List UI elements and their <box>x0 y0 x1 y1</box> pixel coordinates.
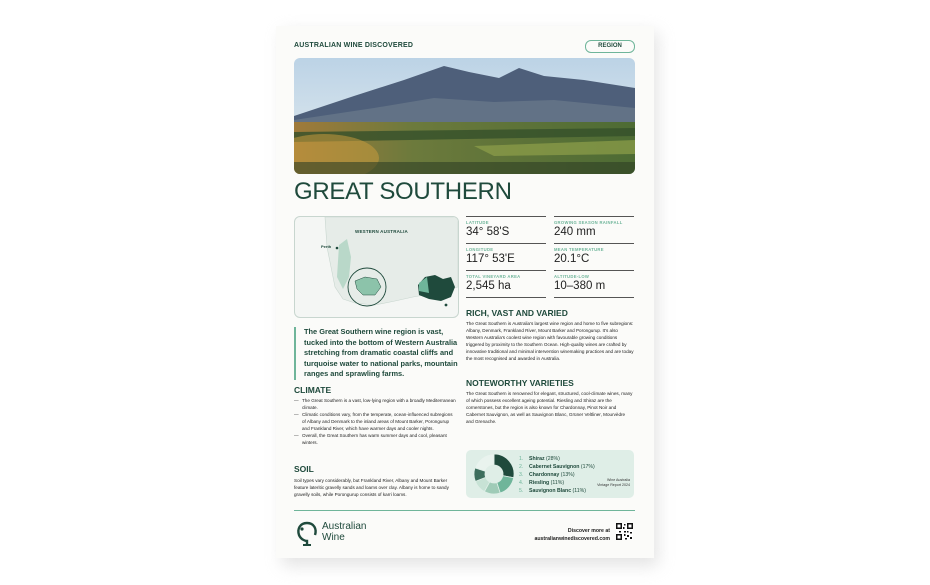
variety-name: Sauvignon Blanc <box>529 488 572 494</box>
wine-glass-logo-icon <box>294 521 320 547</box>
stat-label: GROWING SEASON RAINFALL <box>554 220 623 225</box>
stat-value: 2,545 ha <box>466 280 511 292</box>
rich-text: The Great Southern is Australia's largest wine region and home to five subregions: Albany, Denmark, Frankland River, Mount Barker and Porongurup. It's also Western Australia's coolest wine region with favourable growing conditions triggered by proximity to the Southern Ocean. High-quality wines are crafted by innovative traditional and minimal intervention winemaking practices and are today the most recognised and awarded in Australia. <box>466 321 634 361</box>
map-label-western-australia: WESTERN AUSTRALIA <box>355 229 408 234</box>
donut-slice <box>475 454 494 471</box>
brand-label: AUSTRALIAN WINE DISCOVERED <box>294 42 414 49</box>
climate-bullets <box>294 397 457 446</box>
variety-number: 3. <box>519 472 524 478</box>
variety-name: Shiraz <box>529 456 545 462</box>
variety-share: (28%) <box>546 456 560 462</box>
list-item: — The Great Southern is a vast, low-lying region with a broadly Mediterranean climate. <box>294 397 457 411</box>
stat-vineyard-area <box>466 270 546 298</box>
climate-heading: CLIMATE <box>294 385 332 395</box>
variety-share: (11%) <box>550 480 565 486</box>
noteworthy-text: The Great Southern is renowned for elegant, structured, cool-climate wines, many of which possess excellent ageing potential. Riesling and Shiraz are the cornerstones, but the region is also known for Chardonnay, Pinot Noir and Cabernet Sauvignon, as well as Sauvignon Blanc, Grüner Veltliner, Mourvèdre and Grenache. <box>466 391 633 424</box>
varieties-panel <box>466 450 634 498</box>
stat-rainfall <box>554 216 634 243</box>
discover-more <box>534 528 610 543</box>
stat-value: 117° 53'E <box>466 253 515 265</box>
list-item: — Climatic conditions vary, from the temperate, ocean-influenced subregions of Albany and Denmark to the inland areas of Mount Barker, Porongurup and Frankland River, which have warmer days and cooler nights. <box>294 411 457 432</box>
hero-landscape-image <box>294 58 635 174</box>
variety-number: 4. <box>519 480 524 486</box>
stat-label: MEAN TEMPERATURE <box>554 247 604 252</box>
stat-label: LATITUDE <box>466 220 489 225</box>
region-fact-sheet <box>276 26 654 558</box>
footer-divider <box>294 510 635 511</box>
list-item <box>519 487 595 495</box>
noteworthy-heading: NOTEWORTHY VARIETIES <box>466 378 574 388</box>
stat-latitude <box>466 216 546 243</box>
logo-wordmark <box>322 521 366 543</box>
australian-wine-logo <box>294 521 374 547</box>
region-title: GREAT SOUTHERN <box>294 178 512 205</box>
stat-value: 240 mm <box>554 226 596 238</box>
list-item <box>519 463 595 471</box>
intro-quote: The Great Southern wine region is vast, tucked into the bottom of Western Australia stretching from dramatic coastal cliffs and turquoise water to national parks, mountain ranges and sprawling farms. <box>294 327 467 380</box>
list-item <box>519 471 595 479</box>
stat-label: TOTAL VINEYARD AREA <box>466 274 521 279</box>
list-item <box>519 455 595 463</box>
discover-link[interactable]: australianwinediscovered.com <box>534 535 610 542</box>
rich-heading: RICH, VAST AND VARIED <box>466 308 568 318</box>
variety-number: 1. <box>519 456 524 462</box>
variety-name: Cabernet Sauvignon <box>529 464 580 470</box>
variety-share: (13%) <box>560 472 575 478</box>
discover-label: Discover more at <box>567 528 610 534</box>
varieties-source: Wine Australia Vintage Report 2024 <box>597 478 630 487</box>
varieties-donut-chart <box>472 452 516 496</box>
stat-value: 10–380 m <box>554 280 606 292</box>
varieties-list <box>519 455 595 495</box>
stat-longitude <box>466 243 546 270</box>
list-item: — Overall, the Great Southern has warm summer days and cool, pleasant winters. <box>294 432 457 446</box>
logo-line-1: Australian <box>322 521 367 532</box>
list-item <box>519 479 595 487</box>
variety-number: 5. <box>519 488 524 494</box>
stat-value: 20.1°C <box>554 253 590 265</box>
region-badge: REGION <box>585 40 635 53</box>
variety-name: Chardonnay <box>529 472 560 478</box>
stat-altitude <box>554 270 634 298</box>
stat-label: LONGITUDE <box>466 247 494 252</box>
variety-name: Riesling <box>529 480 550 486</box>
stat-label: ALTITUDE-LOW <box>554 274 590 279</box>
stat-mean-temperature <box>554 243 634 270</box>
qr-code-icon[interactable] <box>616 523 633 540</box>
variety-number: 2. <box>519 464 524 470</box>
map-label-perth: Perth <box>321 244 332 249</box>
region-map <box>294 216 459 318</box>
soil-text: Soil types vary considerably, but Frankland River, Albany and Mount Barker feature lateritic gravelly sands and loams over clay. Albany is home to sandy gravelly soils, while Porongurup consists of karri loams. <box>294 478 449 497</box>
soil-heading: SOIL <box>294 464 314 474</box>
variety-share: (11%) <box>572 488 586 494</box>
donut-slice <box>494 454 514 478</box>
variety-share: (17%) <box>580 464 595 470</box>
logo-line-2: Wine <box>322 532 345 543</box>
stat-value: 34° 58'S <box>466 226 510 238</box>
